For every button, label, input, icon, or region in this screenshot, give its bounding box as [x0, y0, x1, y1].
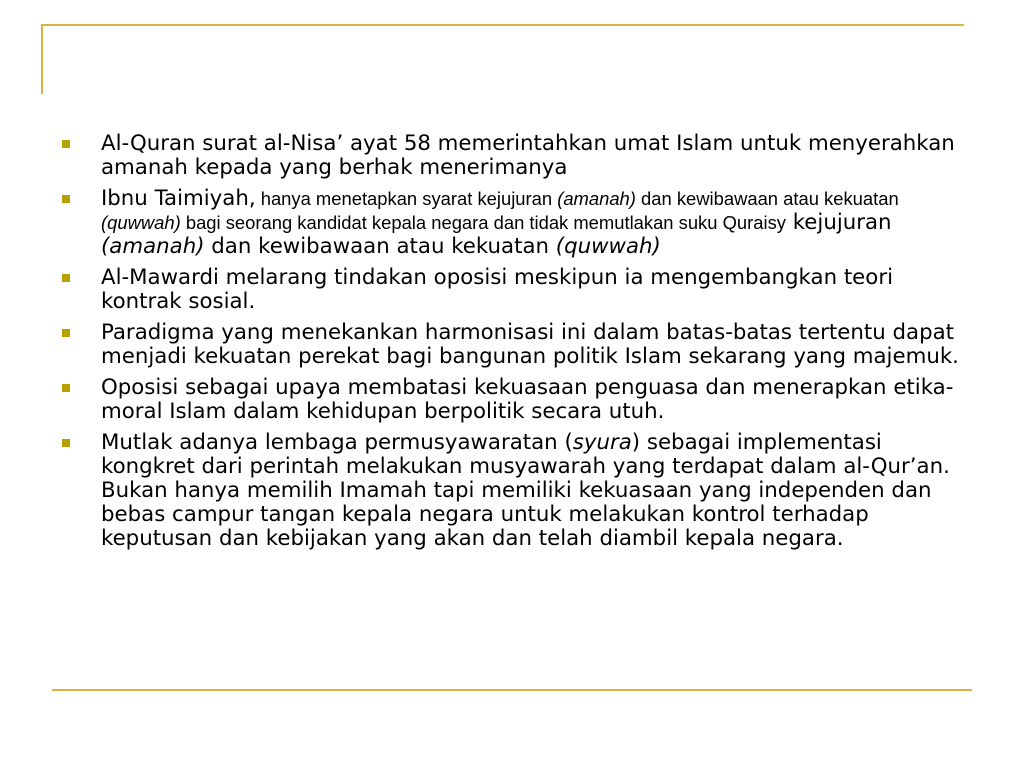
bullet-item: [62, 132, 970, 180]
bullet-text-segment: bagi seorang kandidat kepala negara dan tidak memutlakan suku Quraisy: [180, 212, 786, 233]
top-decorative-rule: [41, 24, 964, 26]
bullet-item: [62, 187, 970, 259]
square-bullet-icon: [62, 140, 70, 148]
bullet-item: [62, 376, 970, 424]
bullet-italic-term: (quwwah): [555, 234, 661, 259]
bullet-text-segment: ) sebagai implementasi kongkret dari perintah melakukan musyawarah yang terdapat dalam al-Qur’an. Bukan hanya memilih Imamah tapi memiliki kekuasaan yang independen dan bebas campur tangan kepala negara untuk melakukan kontrol terhadap keputusan dan kebijakan yang akan dan telah diambil kepala negara.: [101, 430, 950, 551]
bullet-item: [62, 431, 970, 551]
bullet-text-segment: dan kewibawaan atau kekuatan: [635, 188, 899, 209]
bullet-text-segment: Mutlak adanya lembaga permusyawaratan (: [101, 430, 573, 455]
bullet-text-segment: hanya menetapkan syarat kejujuran: [255, 188, 558, 209]
bullet-text: Al-Quran surat al-Nisa’ ayat 58 memerintahkan umat Islam untuk menyerahkan amanah kepada yang berhak menerimanya: [101, 131, 955, 180]
bullet-list: [62, 132, 970, 558]
bullet-item: [62, 266, 970, 314]
bullet-italic-term: (quwwah): [101, 212, 181, 233]
bullet-text: Paradigma yang menekankan harmonisasi ini dalam batas-batas tertentu dapat menjadi kekuatan perekat bagi bangunan politik Islam sekarang yang majemuk.: [101, 320, 959, 369]
bullet-text: Oposisi sebagai upaya membatasi kekuasaan penguasa dan menerapkan etika-moral Islam dalam kehidupan berpolitik secara utuh.: [101, 375, 954, 424]
bullet-text-segment: dan kewibawaan atau kekuatan: [204, 234, 556, 259]
bullet-lead-text: Ibnu Taimiyah,: [101, 186, 256, 211]
bullet-italic-term: syura: [572, 430, 632, 455]
bullet-italic-term: (amanah): [101, 234, 205, 259]
bullet-text-segment: kejujuran: [785, 210, 892, 235]
bottom-decorative-rule: [52, 689, 972, 691]
square-bullet-icon: [62, 329, 70, 337]
square-bullet-icon: [62, 384, 70, 392]
bullet-item: [62, 321, 970, 369]
square-bullet-icon: [62, 439, 70, 447]
bullet-text: Al-Mawardi melarang tindakan oposisi meskipun ia mengembangkan teori kontrak sosial.: [101, 265, 893, 314]
left-decorative-rule: [41, 24, 43, 94]
square-bullet-icon: [62, 274, 70, 282]
bullet-italic-term: (amanah): [557, 188, 636, 209]
square-bullet-icon: [62, 195, 70, 203]
